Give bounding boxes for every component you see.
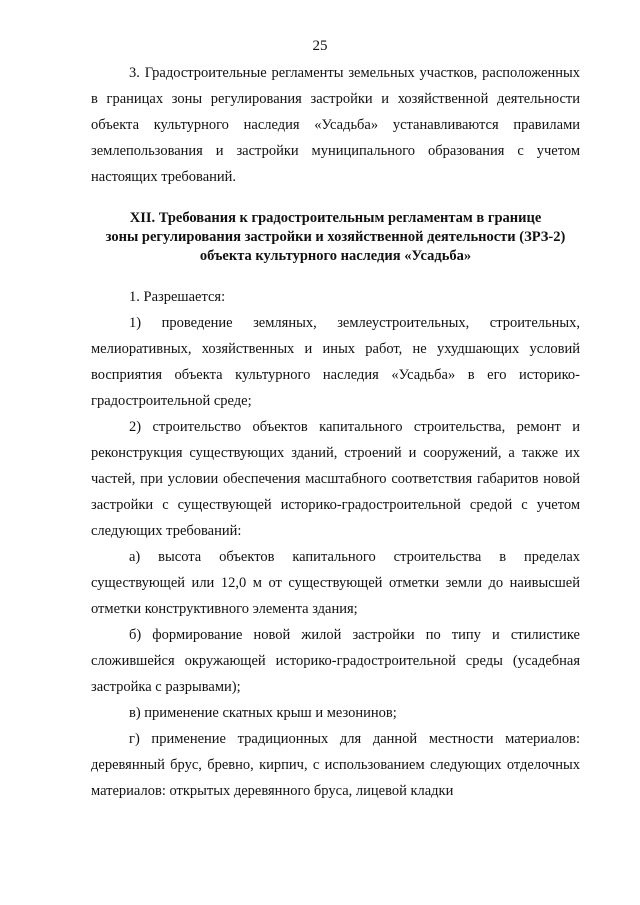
paragraph-item-g: г) применение традиционных для данной местности материалов: деревянный брус, бревно, кирпич, с использованием следующих отделочных материалов: открытых деревянного бруса, лицевой кладки (91, 731, 580, 799)
paragraph-item-a: а) высота объектов капитального строительства в пределах существующей или 12,0 м от существующей отметки земли до наивысшей отметки конструктивного элемента здания; (91, 549, 580, 617)
paragraph-item-2: 2) строительство объектов капитального строительства, ремонт и реконструкция существующих зданий, строений и сооружений, а также их частей, при условии обеспечения масштабного соответствия габаритов новой застройки с существующей историко-градостроительной средой с учетом следующих требований: (91, 419, 580, 539)
intro-section (91, 60, 580, 190)
section-heading-line-1: XII. Требования к градостроительным регламентам в границе (129, 210, 542, 226)
paragraph-item-v: в) применение скатных крыш и мезонинов; (129, 705, 397, 721)
section-heading (91, 209, 580, 266)
intro-paragraph: 3. Градостроительные регламенты земельных участков, расположенных в границах зоны регулирования застройки и хозяйственной деятельности объекта культурного наследия «Усадьба» устанавливаются правилами землепользования и застройки муниципального образования с учетом настоящих требований. (91, 65, 580, 185)
page-number: 25 (312, 38, 328, 54)
section-body (91, 284, 580, 804)
paragraph-item-b: б) формирование новой жилой застройки по типу и стилистике сложившейся окружающей историко-градостроительной среды (усадебная застройка с разрывами); (91, 627, 580, 695)
paragraph-permitted: 1. Разрешается: (129, 289, 226, 305)
paragraph-item-1: 1) проведение земляных, землеустроительных, строительных, мелиоративных, хозяйственных и иных работ, не ухудшающих условий восприятия объекта культурного наследия «Усадьба» в его историко-градостроительной среде; (91, 315, 580, 409)
section-heading-line-3: объекта культурного наследия «Усадьба» (199, 248, 472, 264)
section-heading-line-2: зоны регулирования застройки и хозяйственной деятельности (ЗРЗ-2) (105, 229, 566, 245)
